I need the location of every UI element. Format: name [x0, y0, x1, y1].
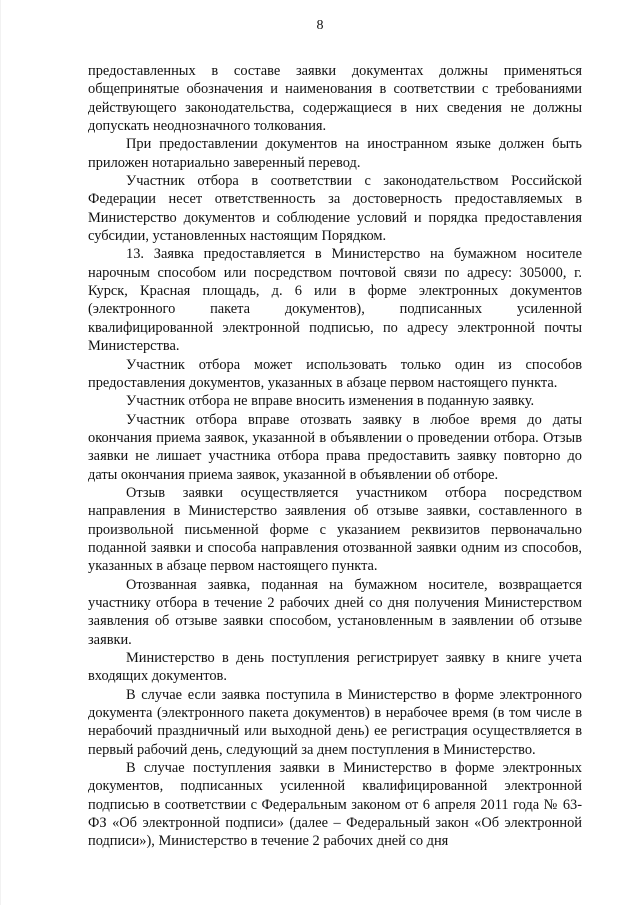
- paragraph-nonworking-time: В случае если заявка поступила в Министерство в форме электронного документа (электронного пакета документов) в нерабочее время (в том числе в нерабочий праздничный или выходной день) ее регистрация осуществляется в первый рабочий день, следующий за днем поступления в Министерство.: [88, 686, 582, 758]
- paragraph-withdrawn-return: Отозванная заявка, поданная на бумажном носителе, возвращается участнику отбора в течение 2 рабочих дней со дня получения Министерством заявления об отзыве заявки способом, установленным в заявлении об отзыве заявки.: [88, 576, 582, 648]
- paragraph-translation: При предоставлении документов на иностранном языке должен быть приложен нотариально заверенный перевод.: [88, 136, 582, 171]
- paragraph-registration: Министерство в день поступления регистрирует заявку в книге учета входящих документов.: [88, 650, 582, 685]
- paragraph-single-method: Участник отбора может использовать только один из способов предоставления документов, указанных в абзаце первом настоящего пункта.: [88, 356, 582, 391]
- paragraph-withdraw-procedure: Отзыв заявки осуществляется участником отбора посредством направления в Министерство заявления об отзыве заявки, составленного в произвольной письменной форме с указанием реквизитов первоначально поданной заявки и способа направления отозванной заявки одним из способов, указанных в абзаце первом настоящего пункта.: [88, 484, 582, 575]
- paragraph-withdraw-right: Участник отбора вправе отозвать заявку в любое время до даты окончания приема заявок, указанной в объявлении о проведении отбора. Отзыв заявки не лишает участника отбора права предоставить заявку повторно до даты окончания приема заявок, указанной в объявлении об отборе.: [88, 411, 582, 483]
- document-body: [88, 62, 582, 851]
- page-number: 8: [316, 18, 324, 33]
- paragraph-no-changes: Участник отбора не вправе вносить изменения в поданную заявку.: [126, 393, 535, 410]
- paragraph-electronic-signature: В случае поступления заявки в Министерство в форме электронных документов, подписанных усиленной квалифицированной электронной подписью в соответствии с Федеральным законом от 6 апреля 2011 года № 63-ФЗ «Об электронной подписи» (далее – Федеральный закон «Об электронной подписи»), Министерство в течение 2 рабочих дней со дня: [88, 760, 582, 850]
- scan-edge: [0, 0, 1, 905]
- paragraph-continuation: предоставленных в составе заявки документах должны применяться общепринятые обозначения и наименования в соответствии с требованиями действующего законодательства, содержащиеся в них сведения не должны допускать неоднозначного толкования.: [88, 63, 582, 135]
- paragraph-responsibility: Участник отбора в соответствии с законодательством Российской Федерации несет ответственность за достоверность предоставляемых в Министерство документов и соблюдение условий и порядка предоставления субсидии, установленных настоящим Порядком.: [88, 173, 582, 245]
- paragraph-item-13: 13. Заявка предоставляется в Министерство на бумажном носителе нарочным способом или посредством почтовой связи по адресу: 305000, г. Курск, Красная площадь, д. 6 или в форме электронных документов (электронного пакета документов), подписанных усиленной квалифицированной электронной подписью, по адресу электронной почты Министерства.: [88, 246, 582, 355]
